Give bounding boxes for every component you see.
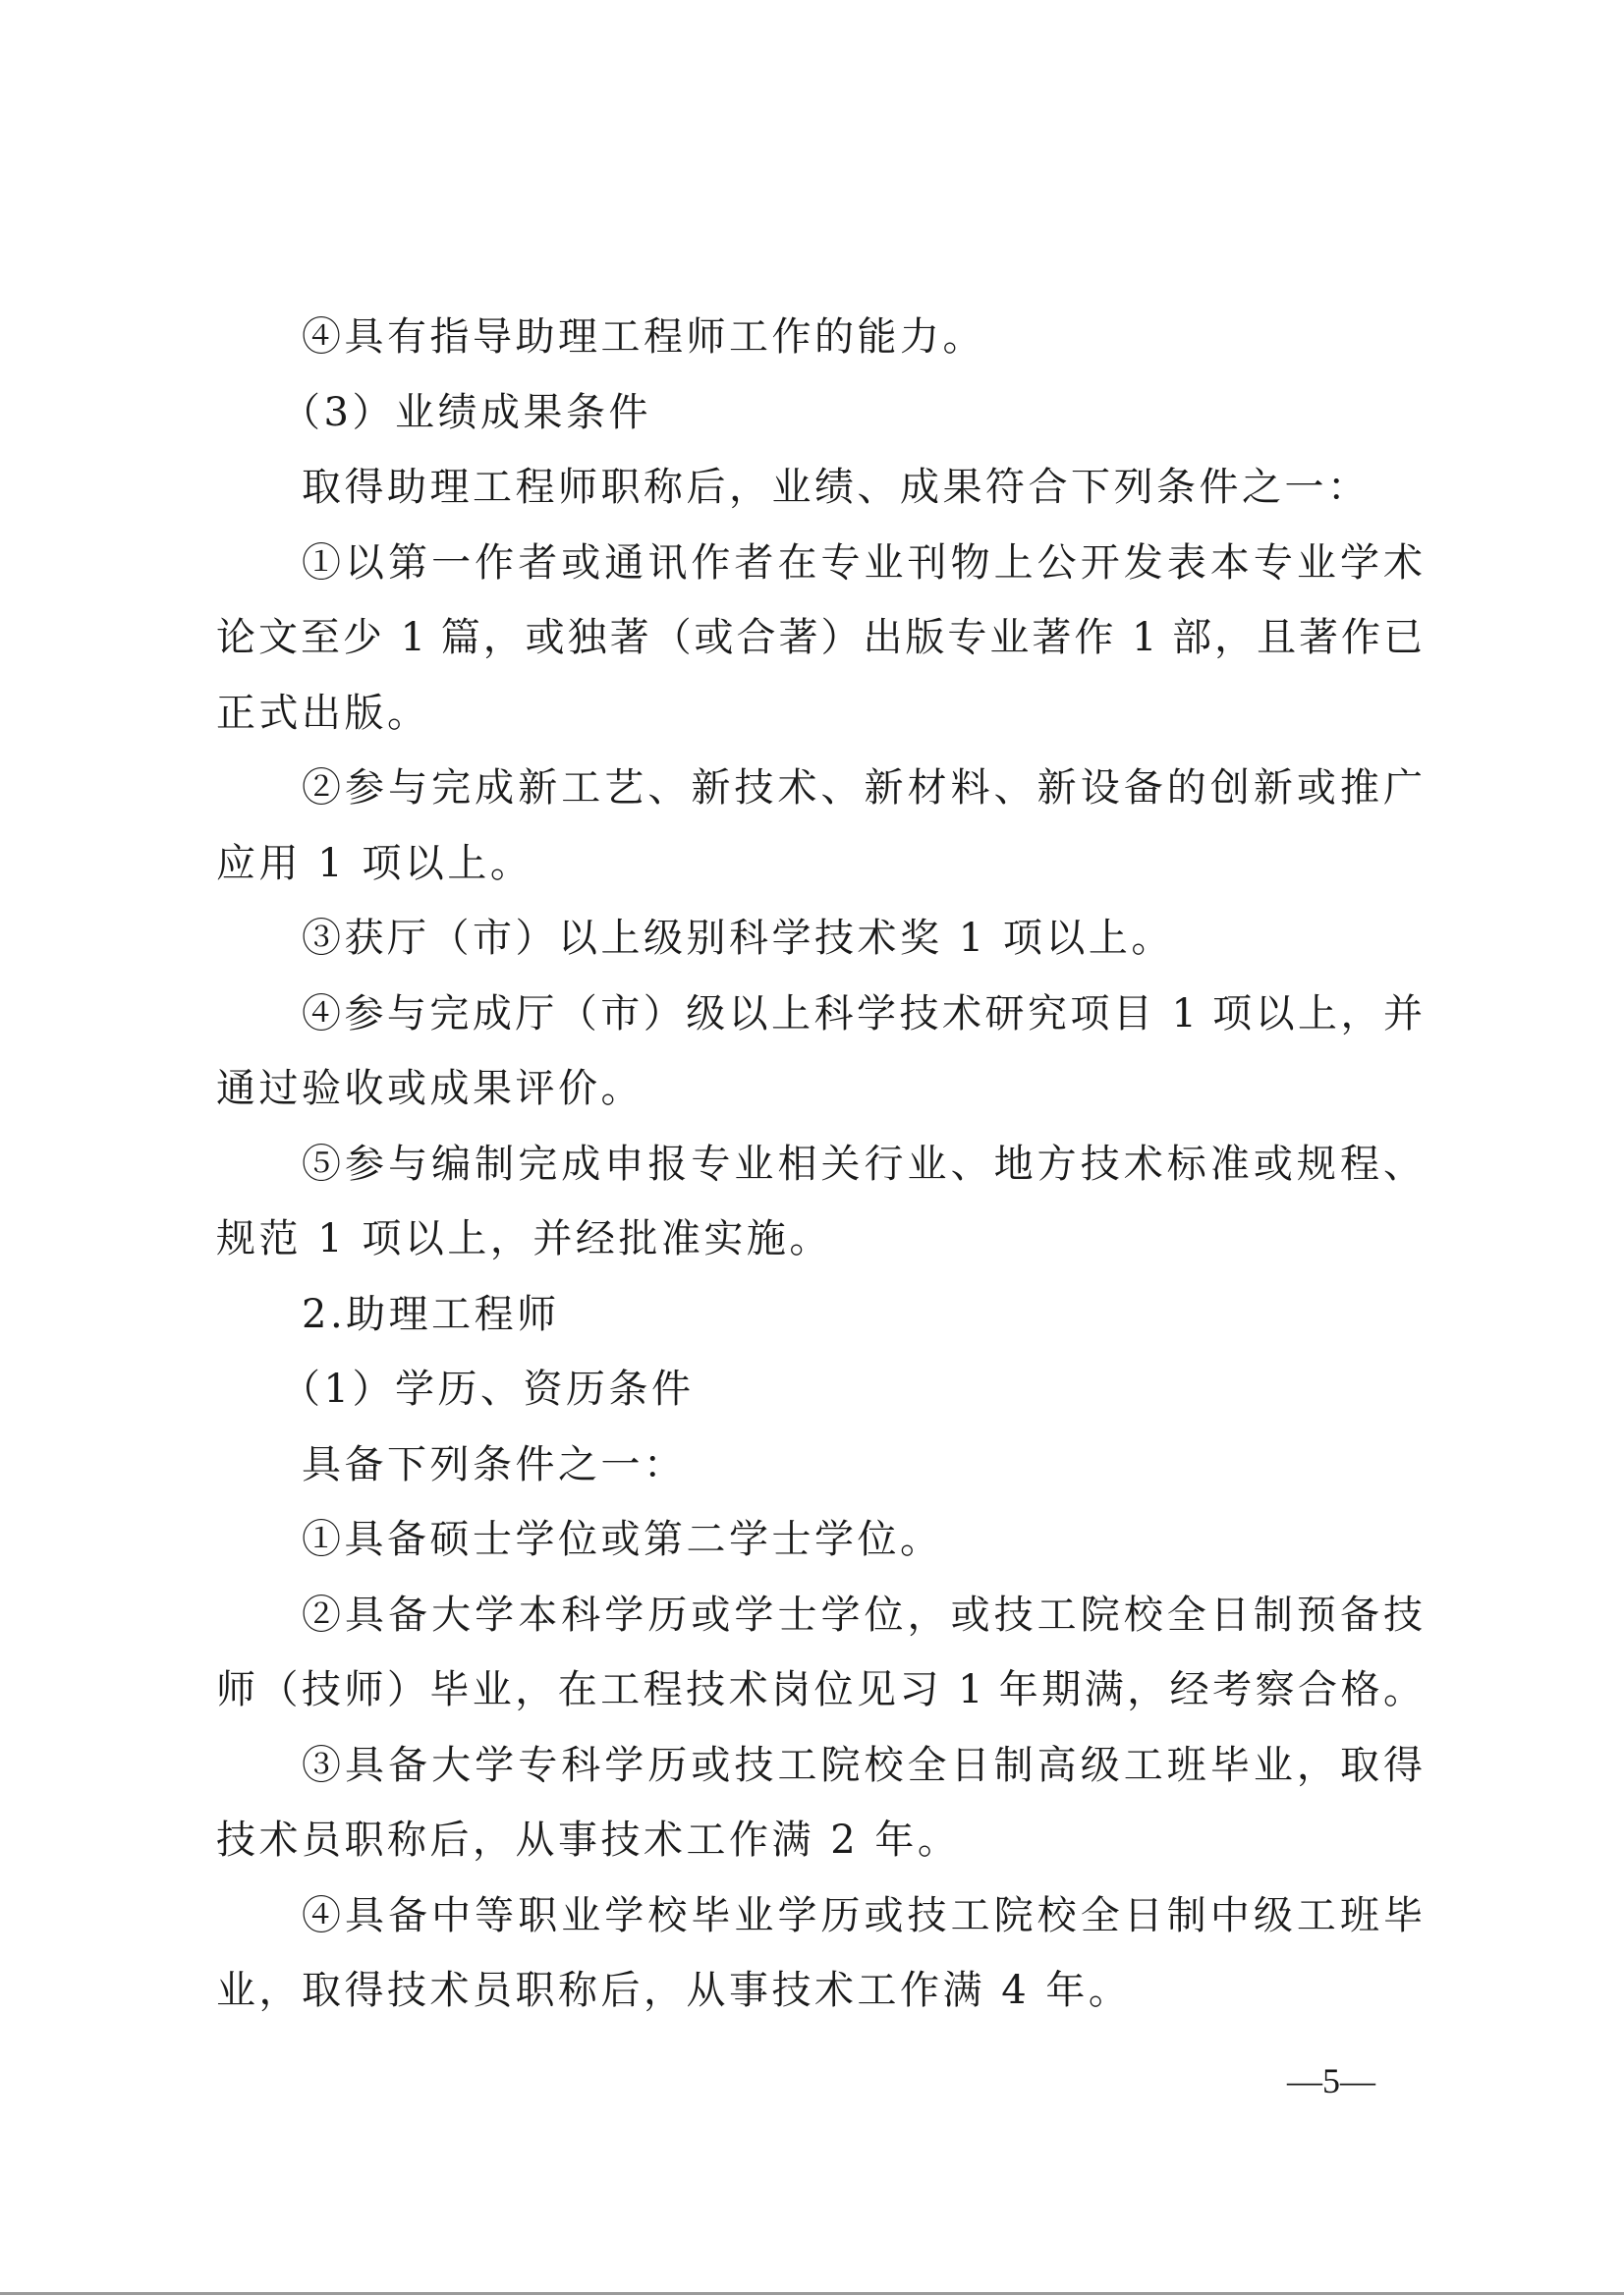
paragraph-line: ④具有指导助理工程师工作的能力。 [302, 314, 985, 360]
document-body [216, 300, 1423, 2029]
list-item-line: 正式出版。 [216, 690, 430, 736]
page-number: —5— [1287, 2061, 1375, 2100]
section-heading: （3）业绩成果条件 [281, 389, 651, 435]
list-item-line: 应用 1 项以上。 [216, 840, 533, 886]
section-heading: 2.助理工程师 [302, 1291, 560, 1337]
list-item-line: 规范 1 项以上，并经批准实施。 [216, 1216, 832, 1261]
list-item-line: ①具备硕士学位或第二学士学位。 [302, 1517, 943, 1562]
list-item-line: ②具备大学本科学历或学士学位，或技工院校全日制预备技 [302, 1592, 1423, 1638]
list-item-line: ④参与完成厅（市）级以上科学技术研究项目 1 项以上，并 [302, 990, 1423, 1036]
list-item-line: ③获厅（市）以上级别科学技术奖 1 项以上。 [302, 916, 1174, 961]
list-item-line: 师（技师）毕业，在工程技术岗位见习 1 年期满，经考察合格。 [216, 1667, 1423, 1712]
list-item-line: 技术员职称后，从事技术工作满 2 年。 [216, 1818, 961, 1863]
list-item-line: ⑤参与编制完成申报专业相关行业、地方技术标准或规程、 [302, 1141, 1423, 1187]
list-item-line: 论文至少 1 篇，或独著（或合著）出版专业著作 1 部，且著作已 [216, 615, 1423, 660]
subsection-heading: （1）学历、资历条件 [281, 1367, 695, 1412]
paragraph-line: 取得助理工程师职称后，业绩、成果符合下列条件之一： [302, 465, 1371, 510]
paragraph-line: 具备下列条件之一： [302, 1441, 687, 1487]
list-item-line: ②参与完成新工艺、新技术、新材料、新设备的创新或推广 [302, 765, 1423, 811]
list-item-line: ④具备中等职业学校毕业学历或技工院校全日制中级工班毕 [302, 1892, 1423, 1938]
list-item-line: ①以第一作者或通讯作者在专业刊物上公开发表本专业学术 [302, 539, 1423, 586]
list-item-line: 通过验收或成果评价。 [216, 1066, 644, 1111]
list-item-line: ③具备大学专科学历或技工院校全日制高级工班毕业，取得 [302, 1742, 1423, 1788]
list-item-line: 业，取得技术员职称后，从事技术工作满 4 年。 [216, 1968, 1132, 2013]
